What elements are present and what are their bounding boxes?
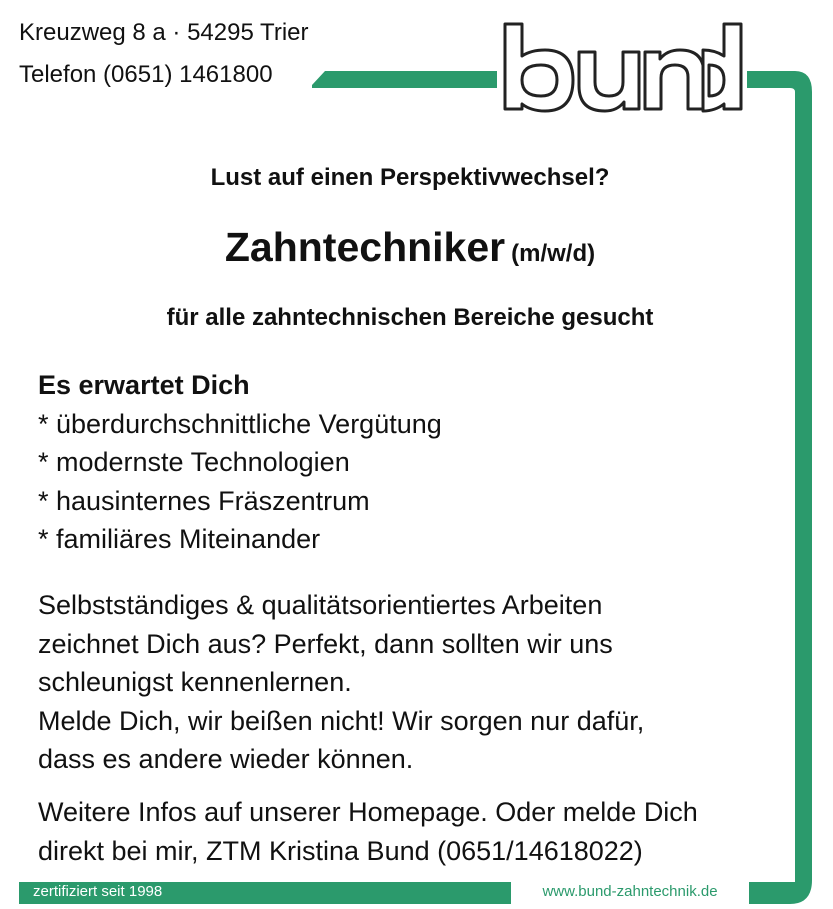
offer-item: * familiäres Miteinander: [38, 524, 321, 554]
job-title-text: Zahntechniker: [224, 224, 506, 270]
about-line: schleunigst kennenlernen.: [38, 667, 352, 697]
contact-line: Weitere Infos auf unserer Homepage. Oder melde Dich: [38, 797, 698, 827]
job-title: [0, 224, 820, 271]
offer-item: * hausinternes Fräszentrum: [38, 485, 370, 516]
kicker-text: Lust auf einen Perspektivwechsel?: [210, 164, 610, 191]
about-section: [38, 586, 644, 779]
job-subtitle: für alle zahntechnischen Bereiche gesucht: [166, 304, 654, 331]
about-line: zeichnet Dich aus? Perfekt, dann sollten wir uns: [38, 628, 613, 659]
contact-section: [38, 793, 698, 870]
bund-logo: [497, 12, 747, 116]
offer-item: * modernste Technologien: [38, 447, 350, 477]
offer-heading: Es erwartet Dich: [38, 370, 250, 400]
contact-line: direkt bei mir, ZTM Kristina Bund (0651/14618022): [38, 835, 643, 866]
job-title-suffix: (m/w/d): [511, 240, 596, 267]
address-line: Kreuzweg 8 a · 54295 Trier: [19, 19, 309, 46]
about-line: Melde Dich, wir beißen nicht! Wir sorgen nur dafür,: [38, 705, 645, 736]
website-link[interactable]: www.bund-zahntechnik.de: [511, 880, 749, 904]
certified-since: zertifiziert seit 1998: [33, 883, 163, 900]
offer-item: * überdurchschnittliche Vergütung: [38, 408, 442, 439]
phone-line: Telefon (0651) 1461800: [19, 61, 273, 88]
about-line: dass es andere wieder können.: [38, 744, 414, 774]
about-line: Selbstständiges & qualitätsorientiertes Arbeiten: [38, 590, 603, 620]
offer-section: [38, 366, 442, 559]
